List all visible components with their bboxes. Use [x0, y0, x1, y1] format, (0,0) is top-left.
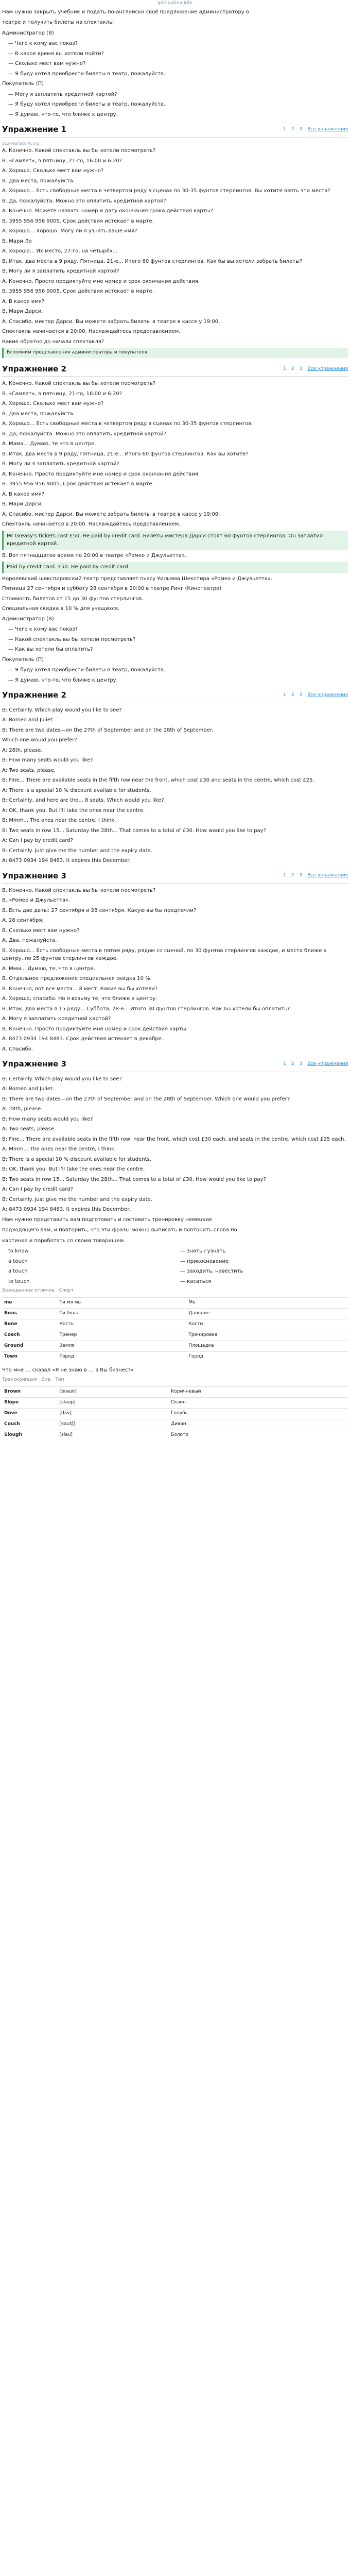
- table-cell: Town: [2, 1351, 58, 1362]
- closing-text-3: картинке и поработать со своим товарищем.: [2, 1238, 126, 1244]
- dialogue-line: A. Два, пожалуйста.: [2, 938, 57, 944]
- exercise-3-dialogue: [2, 706, 348, 865]
- dialogue-line: A. Конечно. Какой спектакль вы бы хотели посмотреть?: [2, 381, 156, 387]
- dialogue-line: A. Спасибо.: [2, 1046, 33, 1052]
- role-admin-heading: Администратор (B): [2, 30, 54, 36]
- exercise-pager: [283, 1061, 348, 1068]
- dialogue-line: A: Can I pay by credit card?: [2, 1187, 73, 1193]
- dialogue-line: A: Two seats, please.: [2, 1126, 56, 1132]
- exercise-title: Упражнение 3: [2, 871, 66, 880]
- table-cell: Коричневый: [169, 1387, 348, 1398]
- table-row: [2, 1387, 348, 1398]
- pager-current[interactable]: 2: [291, 873, 294, 878]
- role-buyer-heading: Покупатель (П): [2, 656, 44, 663]
- all-exercises-link[interactable]: Все упражнения: [307, 873, 348, 878]
- pager-prev[interactable]: 1: [283, 127, 286, 132]
- all-exercises-link[interactable]: Все упражнения: [307, 366, 348, 371]
- dialogue-line: A. Хорошо... Есть свободные места в четвертом ряду в сценах по 30-35 фунтов стерлингов. Вы хотите взять эти места?: [2, 188, 330, 194]
- dialogue-line: B. Конечно. Просто продиктуйте мне номер и срок действия карты.: [2, 1026, 188, 1032]
- pager-prev[interactable]: 1: [283, 692, 286, 698]
- list-item: — Я буду хотел приобрести билеты в театр, пожалуйста.: [8, 101, 166, 108]
- dialogue-line: B. Хорошо... Есть свободные места в пятом ряду, рядом со сценой, по 30 фунтов стерлингов каждое, и места ближе к центру, по 25 фунтов стерлингов каждое.: [2, 947, 327, 962]
- table-cell: Площадка: [186, 1341, 348, 1351]
- vocab-term: to touch: [8, 1278, 30, 1284]
- dialogue-line: Стоимость билетов от 15 до 30 фунтов стерлингов.: [2, 596, 144, 602]
- exercise-title: Упражнение 2: [2, 690, 66, 700]
- dialogue-line: B: Fine... There are available seats in the fifth row near the front, which cost £30 and seats in the centre, which cost £25.: [2, 777, 314, 784]
- list-item: [8, 1258, 348, 1266]
- vocab-term: to know: [8, 1248, 29, 1255]
- dialogue-line: B. 3955 956 956 9005. Срок действия истекает в марте.: [2, 289, 154, 295]
- closing-text-2: подходящего вам, и повторить, что эти фразы можно выписать и повторить слова по: [2, 1227, 237, 1233]
- dialogue-line: A: Romeo and Juliet.: [2, 717, 55, 723]
- dialogue-line: B: How many seats would you like?: [2, 1116, 93, 1122]
- vocab-term: a touch: [8, 1258, 28, 1264]
- dialogue-line: B: Certainly. Just give me the number and the expiry date.: [2, 1196, 152, 1202]
- dialogue-line: A: There is a special 10 % discount available for students.: [2, 787, 151, 793]
- table-cell: Dove: [2, 1408, 58, 1419]
- dialogue-line: A. Спасибо, мистер Дарси. Вы можете забрать билеты в театре в кассе у 19:00.: [2, 318, 220, 325]
- table-cell: [dʌv]: [58, 1408, 169, 1419]
- exercise-2-dialogue: [2, 380, 348, 613]
- dialogue-line: B. Два места, пожалуйста.: [2, 411, 75, 417]
- table-cell: [braun]: [58, 1387, 169, 1398]
- exercise-2-header: [2, 362, 348, 377]
- table-cell: Дальние: [186, 1308, 348, 1319]
- exercise-4-dialogue: [2, 887, 348, 1054]
- table-cell: Couch: [2, 1419, 58, 1430]
- exercise-1-dialogue: [2, 147, 348, 346]
- dialogue-line: Пятница 27 сентября и субботу 28 сентября в 20:00 в театре Ринг (Кинотеатре): [2, 586, 222, 592]
- exercise-pager: [283, 366, 348, 373]
- dialogue-line: A. Спасибо, мистер Дарси. Вы можете забрать билеты в театре в кассе у 19:00.: [2, 511, 220, 517]
- table-cell: me: [2, 1297, 58, 1308]
- list-item: — Я думаю, что-то, что ближе к центру.: [8, 677, 118, 683]
- vocab-meaning: — прикосновение: [180, 1258, 229, 1264]
- dialogue-line: B: Two seats in row 15... Saturday the 28th... That comes to a total of £30. How would you like to pay?: [2, 1176, 266, 1182]
- closing-text-1: Нам нужно представить вам подготовить и составить тренировку немецкие: [2, 1216, 213, 1223]
- dialogue-line: B. Итак, два места в 9 ряду, Пятница, 21-е... Итого 60 фунтов стерлингов. Как бы вы хотели забрать билеты?: [2, 258, 303, 264]
- admin-lines-2: [2, 625, 348, 654]
- pager-next[interactable]: 3: [299, 873, 303, 878]
- table-cell: Склон: [169, 1397, 348, 1408]
- exercise-title: Упражнение 2: [2, 364, 66, 374]
- table-cell: Тренировка: [186, 1330, 348, 1341]
- dialogue-line: B: Mmm... The ones near the centre, I think.: [2, 818, 116, 824]
- dialogue-line: B. 3955 956 956 9005. Срок действия истекает в марте.: [2, 481, 154, 487]
- dialogue-line: A. Хорошо. Сколько мест вам нужно?: [2, 168, 104, 174]
- exercise-3-header: [2, 688, 348, 703]
- dialogue-line: B. Конечно, вот все места... 8 мест. Какие вы бы хотели?: [2, 986, 158, 992]
- table-cell: Боль: [2, 1308, 58, 1319]
- dialogue-line: B. Отдельное предложение специальная скидка 10 %.: [2, 976, 152, 982]
- dialogue-line: A. В какое имя?: [2, 491, 45, 497]
- dialogue-line: B. Конечно. Какой спектакль вы бы хотели посмотреть?: [2, 887, 156, 893]
- dialogue-line: A. Ммм... Думаю, те, что в центре.: [2, 965, 96, 972]
- dialogue-line: A: Romeo and Juliet.: [2, 1086, 55, 1092]
- exercise-pager: [283, 872, 348, 879]
- dialogue-line: A: 28th, please.: [2, 747, 43, 753]
- dialogue-line: A. 8473 0934 194 8483. Срок действия истекает в декабре.: [2, 1036, 163, 1042]
- table-row: [2, 1430, 348, 1440]
- exercise-pager: [283, 692, 348, 699]
- list-item: — Как вы хотели бы оплатить?: [8, 647, 93, 653]
- exercise-5-header: [2, 1057, 348, 1072]
- dialogue-line: Спектакль начинается в 20:00. Наслаждайтесь представлением.: [2, 329, 181, 335]
- dialogue-line: B: Fine... There are available seats in the fifth row, near the front, which cost £30 each, and seats in the centre, which cost £25 each.: [2, 1136, 346, 1142]
- vocab-term: a touch: [8, 1268, 28, 1275]
- dialogue-line: A. Конечно. Можете назвать номер и дату окончания срока действия карты?: [2, 208, 213, 214]
- dialogue-line: B. Да, пожалуйста. Можно это оплатить кредитной картой?: [2, 431, 166, 437]
- dialogue-line: B: Two seats in row 15... Saturday the 28th... That comes to a total of £30. How would you like to pay?: [2, 827, 266, 834]
- dialogue-line: B: Certainly. Which play would you like to see?: [2, 707, 122, 713]
- green-note: Вспомним представления администратора и покупателя: [2, 348, 348, 358]
- dialogue-line: B. «Гамлет», в пятницу, 21-го, 16:00 и 6:20?: [2, 158, 122, 164]
- table-row: [2, 1308, 348, 1319]
- vocab-list: [2, 1247, 348, 1285]
- dialogue-line: A: 28th, please.: [2, 1106, 43, 1112]
- table-header: Врожденное отличие · Спорт: [2, 1288, 74, 1294]
- dialogue-line: B: There are two dates—on the 27th of September and on the 28th of September.: [2, 727, 214, 733]
- dialogue-line: B. Мари Дарси.: [2, 501, 43, 507]
- pager-prev[interactable]: 1: [283, 873, 286, 878]
- list-item: — Сколько мест вам нужно?: [8, 61, 86, 67]
- table-row: [2, 1297, 348, 1308]
- dialogue-line: B: Certainly. Which play would you like to see?: [2, 1076, 122, 1082]
- table-cell: Земля: [58, 1341, 187, 1351]
- all-exercises-link[interactable]: Все упражнения: [307, 127, 348, 132]
- table-cell: Brown: [2, 1387, 58, 1398]
- table-cell: [slau]: [58, 1430, 169, 1440]
- table-cell: Болото: [169, 1430, 348, 1440]
- role-buyer-heading: Покупатель (П): [2, 81, 44, 87]
- table-row: [2, 1419, 348, 1430]
- pager-prev[interactable]: 1: [283, 366, 286, 371]
- vocab-meaning: — знать / узнать: [180, 1248, 226, 1255]
- dialogue-line: B. Итак, два места в 15 ряду... Суббота, 28-е... Итого 30 фунтов стерлингов. Как вы хотели бы оплатить?: [2, 1006, 290, 1012]
- exercise-pager: [283, 126, 348, 133]
- dialogue-line: B. Могу ли я заплатить кредитной картой?: [2, 461, 119, 467]
- list-item: — Какой спектакль вы бы хотели посмотреть?: [8, 636, 136, 642]
- dialogue-line: B: Certainly. Just give me the number and the expiry date.: [2, 848, 152, 854]
- dialogue-line: B. Итак, два места в 9 ряду, Пятница, 21-е... Итого 60 фунтов стерлингов. Как вы хотите?: [2, 451, 249, 457]
- list-item: [8, 1278, 348, 1286]
- dialogue-line: A: 8473 0934 194 8483. It expires this December.: [2, 1207, 131, 1213]
- list-item: — Я думаю, что-то, что ближе к центру.: [8, 111, 118, 117]
- dialogue-line: Paid by credit card. £50. He paid by credit card.: [2, 562, 348, 573]
- dialogue-line: B. Да, пожалуйста. Можно это оплатить кредитной картой?: [2, 198, 166, 204]
- table-cell: Bone: [2, 1319, 58, 1330]
- table-cell: Город: [186, 1351, 348, 1362]
- role-admin-heading: Администратор (B): [2, 616, 54, 622]
- all-exercises-link[interactable]: Все упражнения: [307, 692, 348, 698]
- intro-text-2: театре и получить билеты на спектакль:: [2, 20, 114, 26]
- table-cell: Slope: [2, 1397, 58, 1408]
- table-cell: Slough: [2, 1430, 58, 1440]
- dialogue-line: A. Хорошо, спасибо. Но я возьму те, что ближе к центру.: [2, 996, 157, 1002]
- dialogue-line: B. 3955 956 956 9005. Срок действия истекает в марте.: [2, 218, 154, 224]
- exercise-title: Упражнение 1: [2, 125, 66, 134]
- dialogue-line: A. Конечно. Просто продиктуйте мне номер и срок окончания действия.: [2, 471, 200, 477]
- table-row: [2, 1319, 348, 1330]
- table-row: [2, 1397, 348, 1408]
- pager-next[interactable]: 3: [299, 127, 303, 132]
- exercise-title: Упражнение 3: [2, 1059, 66, 1069]
- dialogue-line: A. Могу я заплатить кредитной картой?: [2, 1016, 111, 1022]
- table-cell: Ти мя мы: [58, 1297, 187, 1308]
- table-cell: Кости: [186, 1319, 348, 1330]
- table-header: Транскрипция · Вид · Тип: [2, 1377, 64, 1383]
- table-row: [2, 1330, 348, 1341]
- dialogue-line: A. Мама... Думаю, те что в центре.: [2, 441, 96, 447]
- dialogue-line: A. В какое имя?: [2, 298, 45, 304]
- after-table-text: Что мне … сказал «Я не знаю в … в Вы бизнес?»: [2, 1367, 134, 1373]
- dialogue-line: B: OK, thank you. But I'll take the ones near the centre.: [2, 1166, 145, 1173]
- dialogue-line: B: How many seats would you like?: [2, 757, 93, 764]
- list-item: [8, 1267, 348, 1276]
- vocab-meaning: — касаться: [180, 1278, 212, 1284]
- table-cell: Coach: [2, 1330, 58, 1341]
- word-table-1: [2, 1297, 348, 1362]
- pager-next[interactable]: 3: [299, 366, 303, 371]
- dialogue-line: Спектакль начинается в 20:00. Наслаждайтесь представлением.: [2, 521, 181, 528]
- exercise-4-header: [2, 869, 348, 884]
- table-cell: Ти боль: [58, 1308, 187, 1319]
- pager-current[interactable]: 2: [291, 127, 294, 132]
- list-item: — Я буду хотел приобрести билеты в театр, пожалуйста.: [8, 667, 166, 673]
- list-item: — Чего к кому вас показ?: [8, 626, 78, 633]
- dialogue-line: B: There is a special 10 % discount available for students.: [2, 1156, 151, 1162]
- dialogue-line: A. Хорошо... Хорошо. Могу ли я узнать ваше имя?: [2, 228, 137, 234]
- dialogue-line: B: Certainly, and here are the... 8 seats. Which would you like?: [2, 798, 164, 804]
- dialogue-line: A: Can I pay by credit card?: [2, 838, 73, 844]
- dialogue-line: A: Two seats, please.: [2, 767, 56, 773]
- dialogue-line: A: Mmm... The ones near the centre, I think.: [2, 1146, 116, 1153]
- dialogue-line: B. Мари Ло: [2, 238, 32, 244]
- dialogue-line: Специальная скидка в 10 % для учащихся.: [2, 606, 120, 612]
- dialogue-line: A. Хорошо... Их место, 27-го, на четырёх...: [2, 248, 118, 255]
- dialogue-line: B. «Ромео и Джульетта».: [2, 897, 71, 904]
- site-header[interactable]: gdz-putina.info: [157, 1, 192, 6]
- vocab-meaning: — заходить, навестить: [180, 1268, 243, 1275]
- dialogue-line: B. Сколько мест вам нужно?: [2, 927, 80, 934]
- table-cell: [sləup]: [58, 1397, 169, 1408]
- word-table-2: [2, 1386, 348, 1440]
- dialogue-line: B. «Гамлет», в пятницу, 21-го, 16:00 и 6:20?: [2, 391, 122, 397]
- pager-next[interactable]: 3: [299, 692, 303, 698]
- dialogue-line: B. Вот пятнадцатое время по 20:00 в театре «Ромео и Джульетта».: [2, 552, 187, 558]
- list-item: — Я буду хотел приобрести билеты в театр, пожалуйста.: [8, 71, 166, 77]
- table-cell: Кость: [58, 1319, 187, 1330]
- exercise-5-dialogue: [2, 1075, 348, 1214]
- dialogue-line: A: OK, thank you. But I'll take the ones near the centre.: [2, 807, 145, 814]
- dialogue-line: B. Могу ли я заплатить кредитной картой?: [2, 268, 119, 275]
- dialogue-line: Королевский шекспировский театр представляет пьесу Уильяма Шекспира «Ромео и Джульетта».: [2, 575, 273, 582]
- table-cell: [kautʃ]: [58, 1419, 169, 1430]
- dialogue-line: A. Хорошо... Есть свободные места в четвертом ряду в сценах по 30-35 фунтов стерлингов.: [2, 421, 253, 427]
- dialogue-line: B. Мари Дарси.: [2, 309, 43, 315]
- dialogue-line: Which one would you prefer?: [2, 737, 77, 743]
- dialogue-line: B. Есть две даты: 27 сентября и 28 сентября. Какую вы бы предпочли?: [2, 907, 197, 913]
- pager-prev[interactable]: 1: [283, 1061, 286, 1066]
- buyer-lines-2: [2, 666, 348, 684]
- list-item: — Чего к кому вас показ?: [8, 41, 78, 47]
- table-cell: Тренер: [58, 1330, 187, 1341]
- buyer-lines-1: [2, 91, 348, 119]
- table-cell: Голубь: [169, 1408, 348, 1419]
- watermark: gdz-reshebnik.org: [2, 141, 40, 146]
- dialogue-line: A. Хорошо. Сколько мест вам нужно?: [2, 401, 104, 407]
- table-row: [2, 1341, 348, 1351]
- dialogue-line: B. Два места, пожалуйста.: [2, 178, 75, 184]
- exercise-1-header: [2, 123, 348, 137]
- dialogue-line: Mr Greasy's tickets cost £50. He paid by credit card. Билеты мистера Дарси стоят 60 фунтов стерлингов. Он заплатил кредитной картой.: [2, 531, 348, 550]
- table-cell: Ground: [2, 1341, 58, 1351]
- table-row: [2, 1351, 348, 1362]
- list-item: [8, 1247, 348, 1256]
- dialogue-line: A. Конечно. Просто продиктуйте мне номер и срок окончания действия.: [2, 278, 200, 284]
- table-row: [2, 1408, 348, 1419]
- dialogue-line: A. Конечно. Какой спектакль вы бы хотели посмотреть?: [2, 148, 156, 154]
- admin-lines-1: [2, 40, 348, 78]
- pager-next[interactable]: 3: [299, 1061, 303, 1066]
- pager-current[interactable]: 2: [291, 366, 294, 371]
- table-cell: Ме: [186, 1297, 348, 1308]
- table-cell: Город: [58, 1351, 187, 1362]
- dialogue-line: A: 8473 0934 194 8483. It expires this December.: [2, 858, 131, 864]
- intro-text-1: Нам нужно закрыть учебник и подать по-английски своё предложение администратору в: [2, 9, 249, 15]
- list-item: — Могу я заплатить кредитной картой?: [8, 91, 117, 97]
- table-cell: Диван: [169, 1419, 348, 1430]
- dialogue-line: Какие обратно до начала спектакля?: [2, 338, 104, 345]
- pager-current[interactable]: 2: [291, 692, 294, 698]
- dialogue-line: A. 28 сентября.: [2, 918, 44, 924]
- pager-current[interactable]: 2: [291, 1061, 294, 1066]
- dialogue-line: B: There are two dates—on the 27th of September and on the 28th of September. Which one would you prefer?: [2, 1096, 290, 1102]
- all-exercises-link[interactable]: Все упражнения: [307, 1061, 348, 1066]
- list-item: — В какое время вы хотели пойти?: [8, 50, 104, 57]
